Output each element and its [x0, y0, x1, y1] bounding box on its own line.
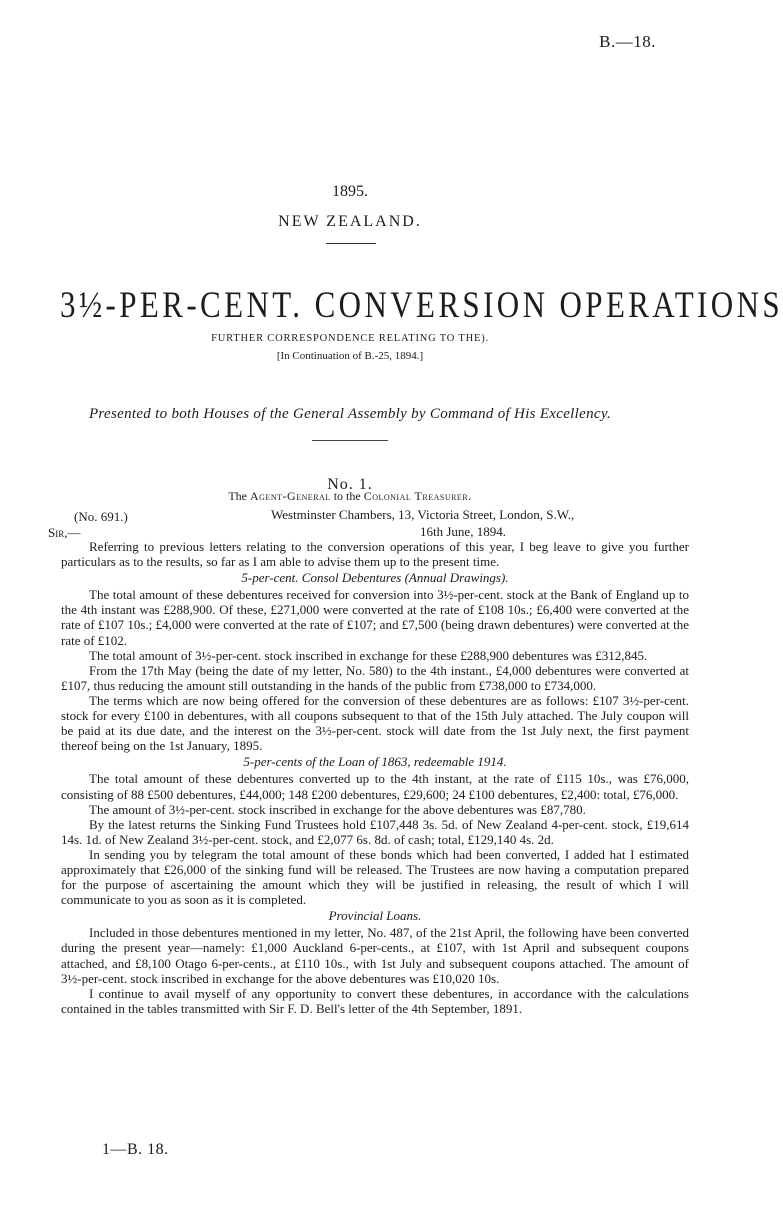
- letter-body: [61, 539, 689, 1016]
- section-heading: Provincial Loans.: [328, 908, 422, 924]
- letter-date: 16th June, 1894.: [420, 524, 506, 539]
- paragraph: By the latest returns the Sinking Fund Trustees hold £107,448 3s. 5d. of New Zealand 4-per-cent. stock, £19,614 14s. 1d. of New Zealand 3½-per-cent. stock, and £2,077 6s. 8d. of cash; total, £129,140 4s. 2d.: [61, 816, 689, 847]
- section-heading: 5-per-cent. Consol Debentures (Annual Drawings).: [241, 570, 509, 586]
- paragraph: Referring to previous letters relating to the conversion operations of this year, I beg leave to give you further particulars as to the results, so far as I am able to advise them up to the present time.: [61, 539, 689, 570]
- letter-reference-number: (No. 691.): [74, 509, 128, 524]
- section-heading: 5-per-cents of the Loan of 1863, redeemable 1914.: [243, 754, 507, 770]
- paragraph: In sending you by telegram the total amount of these bonds which had been converted, I added hat I estimated approximately that £26,000 of the sinking fund will be released. The Trustees are now having a computation prepared for the purpose of ascertaining the amount which they will be justified in releasing, the result of which I will communicate to you as soon as it is completed.: [61, 846, 689, 908]
- recipient: Colonial Treasurer.: [363, 489, 472, 503]
- to-word: to the: [333, 489, 361, 503]
- page-folio: 1—B. 18.: [102, 1141, 169, 1158]
- paragraph: From the 17th May (being the date of my letter, No. 580) to the 4th instant., £4,000 debentures were converted at £107, thus reducing the amount still outstanding in the hands of the public from £738,000 to £734,000.: [61, 662, 689, 693]
- divider-rule: [326, 243, 376, 244]
- sender-address: Westminster Chambers, 13, Victoria Street, London, S.W.,: [271, 507, 575, 522]
- document-subtitle: FURTHER CORRESPONDENCE RELATING TO THE).: [211, 333, 489, 344]
- paragraph: The total amount of 3½-per-cent. stock inscribed in exchange for these £288,900 debentures was £312,845.: [89, 647, 648, 663]
- letter-number-heading: No. 1.: [327, 476, 373, 493]
- document-title: 3½-PER-CENT. CONVERSION OPERATIONS: [60, 283, 783, 326]
- paragraph: The amount of 3½-per-cent. stock inscribed in exchange for the above debentures was £87,780.: [89, 801, 586, 817]
- the-word: The: [228, 489, 247, 503]
- sender: Agent-General: [249, 489, 331, 503]
- paragraph: The total amount of these debentures converted up to the 4th instant, at the rate of £115 10s., was £76,000, consisting of 88 £500 debentures, £44,000; 148 £200 debentures, £29,600; 24 £100 debentures, £2,400: total, £76,000.: [61, 771, 689, 802]
- country-heading: NEW ZEALAND.: [278, 213, 422, 230]
- paragraph: The total amount of these debentures received for conversion into 3½-per-cent. stock at the Bank of England up to the 4th instant was £288,900. Of these, £271,000 were converted at the rate of £108 10s.; £6,400 were converted at the rate of £107 10s.; £4,000 were converted at the rate of £107; and £7,500 (being drawn debentures) were converted at the rate of £102.: [61, 587, 689, 648]
- continuation-note: [In Continuation of B.-25, 1894.]: [276, 350, 424, 362]
- presented-line: Presented to both Houses of the General Assembly by Command of His Excellency.: [88, 406, 612, 422]
- paragraph: The terms which are now being offered for the conversion of these debentures are as follows: £107 3½-per-cent. stock for every £100 in debentures, with all coupons subsequent to that of the 15th July attached. The July coupon will be paid at its due date, and the interest on the 3½-per-cent. stock will date from the 1st July next, the first payment thereof being on the 1st January, 1895.: [61, 692, 689, 754]
- page-reference: B.—18.: [599, 32, 656, 51]
- year-heading: 1895.: [332, 183, 368, 200]
- letter-parties: [0, 489, 700, 504]
- paragraph: Included in those debentures mentioned in my letter, No. 487, of the 21st April, the following have been converted during the present year—namely: £1,000 Auckland 6-per-cents., at £107, with 1st April and subsequent coupons attached, and £8,100 Otago 6-per-cents., at £110 10s., with 1st July and subsequent coupons attached. The amount of 3½-per-cent. stock inscribed in exchange for the above debentures was £10,020 10s.: [61, 925, 689, 986]
- divider-rule: [312, 440, 388, 441]
- salutation-text: Sir,—: [48, 525, 81, 540]
- paragraph: I continue to avail myself of any opportunity to convert these debentures, in accordance with the calculations contained in the tables transmitted with Sir F. D. Bell's letter of the 4th September, 1891.: [61, 985, 689, 1016]
